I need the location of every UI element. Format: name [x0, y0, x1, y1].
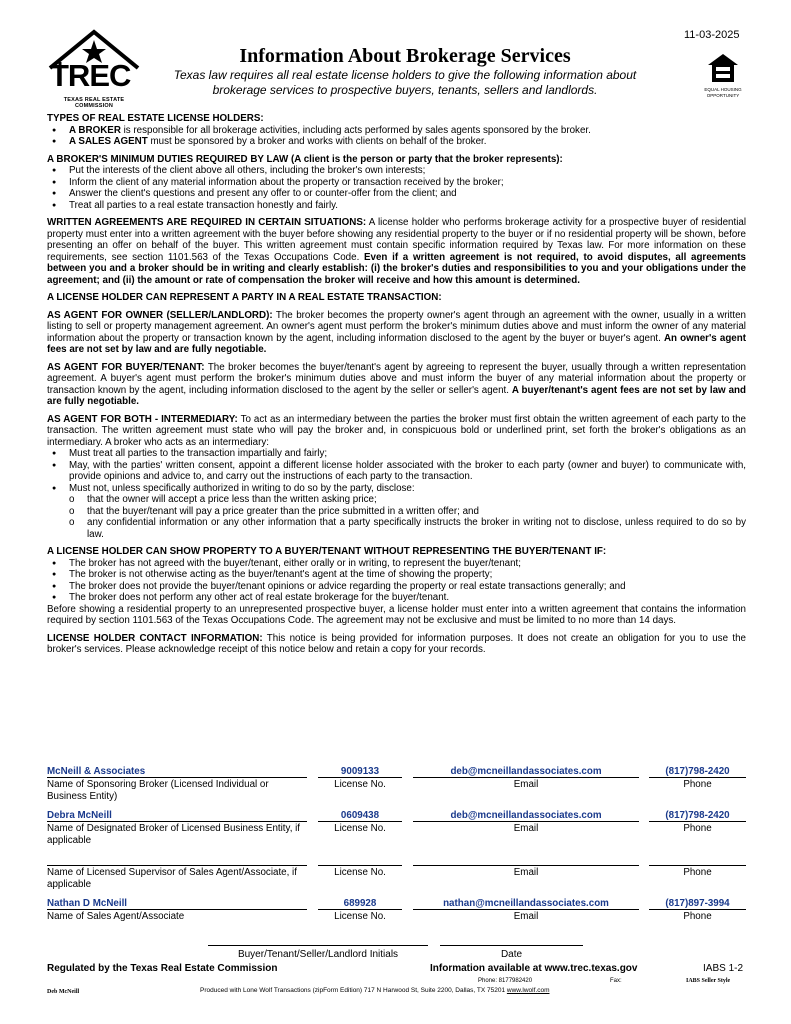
name-cell: [47, 766, 307, 802]
intermediary-subitem: o that the owner will accept a price less than the written asking price;: [47, 494, 746, 506]
subtitle-line-1: Texas law requires all real estate license holders to give the following information about: [173, 68, 637, 82]
email-cell: [413, 766, 639, 791]
phone-cell: [649, 898, 746, 923]
footer-style: IABS Seller Style: [686, 978, 731, 984]
duty-item: ● Treat all parties to a real estate transaction honestly and fairly.: [47, 200, 746, 212]
date-signature-block[interactable]: [440, 945, 583, 960]
duty-item: ● Put the interests of the client above all others, including the broker's own interests;: [47, 165, 746, 177]
phone-field[interactable]: (817)798-2420: [649, 766, 746, 778]
logo-text: TREC: [50, 58, 131, 93]
show-item: ● The broker has not agreed with the buyer/tenant, either orally or in writing, to represent the buyer/tenant;: [47, 558, 746, 570]
license-field[interactable]: 9009133: [318, 766, 402, 778]
buyer-text: The broker becomes the buyer/tenant's agent by agreeing to represent the buyer, usually through a written representation agreement. A buyer's agent must perform the broker's minimum duties above and must inform the buyer of any material information about the property or transaction known by the agent, including information disclosed to the agent by the seller or seller's agent.: [47, 361, 746, 396]
show-after-paragraph: Before showing a residential property to an unrepresented prospective buyer, a license holder must enter into a written agreement that contains the information required by section 1101.563 of the Texas Occupations Code. The agreement may not be exclusive and must be limited to no more than 14 days.: [47, 603, 746, 626]
written-heading: WRITTEN AGREEMENTS ARE REQUIRED IN CERTAIN SITUATIONS:: [47, 217, 367, 228]
name-cell: [47, 854, 307, 890]
show-item: ● The broker is not otherwise acting as the buyer/tenant's agent at the time of showing the property;: [47, 569, 746, 581]
page-subtitle: [150, 68, 660, 98]
email-cell: [413, 898, 639, 923]
subtitle-line-2: brokerage services to prospective buyers, tenants, sellers and landlords.: [212, 83, 598, 97]
intermediary-text: To act as an intermediary between the parties the broker must first obtain the written agreement of each party to the transaction. The written agreement must state who will pay the broker and, in conspicuous bold or underlined print, set forth the broker's obligations as an intermediary. A broker who acts as an intermediary:: [47, 413, 746, 448]
license-field[interactable]: 0609438: [318, 810, 402, 822]
form-body: [47, 113, 746, 656]
duty-item: ● Answer the client's questions and present any offer to or counter-offer from the client; and: [47, 188, 746, 200]
show-item: ● The broker does not perform any other act of real estate brokerage for the buyer/tenant.: [47, 592, 746, 604]
buyer-bold-text: A buyer/tenant's agent fees are not set by law and are fully negotiable.: [47, 384, 746, 407]
email-label: Email: [513, 823, 539, 834]
owner-bold-text: An owner's agent fees are not set by law and are fully negotiable.: [47, 332, 746, 355]
contact-paragraph: [47, 633, 746, 656]
name-label: Name of Sales Agent/Associate: [47, 911, 185, 922]
phone-label: Phone: [683, 823, 712, 834]
produced-text: Produced with Lone Wolf Transactions (zipForm Edition) 717 N Harwood St, Suite 2200, Dallas, TX 75201: [200, 987, 507, 994]
written-bold-text: Even if a written agreement is not required, to avoid disputes, all agreements between you and a broker should be in writing and clearly establish: (i) the broker's duties and responsibilities to you and your obligations under the agreement; and (ii) the amount or rate of compensation the broker will receive and how this amount is determined.: [47, 251, 746, 286]
form-date: 11-03-2025: [684, 29, 740, 41]
name-field[interactable]: Debra McNeill: [47, 810, 307, 822]
email-label: Email: [513, 867, 539, 878]
eho-label-2: OPPORTUNITY: [706, 93, 740, 98]
license-cell: [318, 766, 402, 791]
email-label: Email: [513, 911, 539, 922]
broker-text: is responsible for all brokerage activities, including acts performed by sales agents sponsored by the broker.: [120, 124, 591, 136]
lwolf-link[interactable]: www.lwolf.com: [506, 987, 550, 994]
types-heading: TYPES OF REAL ESTATE LICENSE HOLDERS:: [47, 113, 264, 124]
contact-row: [47, 810, 746, 854]
email-label: Email: [513, 779, 539, 790]
intermediary-subitem: o that the buyer/tenant will pay a price greater than the price submitted in a written offer; and: [47, 506, 746, 518]
owner-text: The broker becomes the property owner's agent through an agreement with the owner, usually in a written listing to sell or property management agreement. An owner's agent must perform the broker's minimum duties above and must inform the owner of any material information about the property or transaction known by the agent, including information disclosed to the agent by the buyer or buyer's agent.: [47, 309, 746, 344]
equal-housing-logo: [700, 52, 746, 98]
license-field[interactable]: 689928: [318, 898, 402, 910]
phone-label: Phone: [683, 911, 712, 922]
name-cell: [47, 898, 307, 923]
show-item: ● The broker does not provide the buyer/tenant opinions or advice regarding the property or real estate transactions generally; and: [47, 581, 746, 593]
email-cell: [413, 854, 639, 879]
show-heading: A LICENSE HOLDER CAN SHOW PROPERTY TO A BUYER/TENANT WITHOUT REPRESENTING THE BUYER/TENANT IF:: [47, 546, 607, 557]
written-agreements-paragraph: [47, 217, 746, 286]
footer-regulated: Regulated by the Texas Real Estate Commission: [47, 963, 278, 974]
initials-label: Buyer/Tenant/Seller/Landlord Initials: [237, 949, 399, 960]
intermediary-item: ● Must not, unless specifically authorized in writing to do so by the party, disclose:: [47, 483, 746, 495]
license-label: License No.: [334, 779, 386, 790]
email-field[interactable]: deb@mcneillandassociates.com: [413, 810, 639, 822]
agent-text: must be sponsored by a broker and works with clients on behalf of the broker.: [147, 136, 487, 147]
phone-cell: [649, 766, 746, 791]
broker-item: [47, 125, 746, 137]
footer-agent: Deb McNeill: [47, 989, 80, 995]
email-field[interactable]: nathan@mcneillandassociates.com: [413, 898, 639, 910]
sales-agent-item: [47, 136, 746, 148]
footer-fax: Fax:: [610, 978, 622, 984]
license-cell: [318, 854, 402, 879]
phone-field[interactable]: (817)897-3994: [649, 898, 746, 910]
buyer-agent-paragraph: [47, 362, 746, 408]
footer-phone: Phone: 8177982420: [478, 978, 533, 984]
email-field[interactable]: [413, 854, 639, 866]
duties-heading: A BROKER'S MINIMUM DUTIES REQUIRED BY LAW (A client is the person or party that the broker represents):: [47, 153, 563, 165]
contact-row: [47, 766, 746, 810]
intermediary-heading: AS AGENT FOR BOTH - INTERMEDIARY:: [47, 413, 238, 425]
broker-bold: A BROKER: [69, 124, 121, 136]
contact-row: [47, 854, 746, 898]
duty-item: ● Inform the client of any material information about the property or transaction received by the broker;: [47, 177, 746, 189]
name-label: Name of Designated Broker of Licensed Business Entity, if applicable: [47, 823, 301, 846]
name-cell: [47, 810, 307, 846]
intermediary-subitem: o any confidential information or any other information that a party specifically instructs the broker in writing not to disclose, unless required to do so by law.: [47, 517, 746, 540]
license-label: License No.: [334, 823, 386, 834]
contact-heading: LICENSE HOLDER CONTACT INFORMATION:: [47, 632, 263, 644]
name-field[interactable]: [47, 854, 307, 866]
phone-field[interactable]: [649, 854, 746, 866]
page-title: Information About Brokerage Services: [239, 45, 571, 67]
initials-signature-block[interactable]: [208, 945, 428, 960]
name-label: Name of Licensed Supervisor of Sales Agent/Associate, if applicable: [47, 867, 297, 890]
equal-housing-icon: [706, 52, 740, 86]
phone-label: Phone: [683, 867, 712, 878]
name-field[interactable]: Nathan D McNeill: [47, 898, 307, 910]
form-id: IABS 1-2: [703, 963, 744, 974]
contact-table: [47, 766, 746, 942]
date-label: Date: [500, 949, 523, 960]
owner-heading: AS AGENT FOR OWNER (SELLER/LANDLORD):: [47, 309, 273, 321]
represent-heading: A LICENSE HOLDER CAN REPRESENT A PARTY IN A REAL ESTATE TRANSACTION:: [47, 292, 442, 303]
intermediary-item: ● May, with the parties' written consent, appoint a different license holder associated with the broker to each party (owner and buyer) to communicate with, provide opinions and advice to, and carry out the instructions of each party to the transaction.: [47, 460, 746, 483]
phone-label: Phone: [683, 779, 712, 790]
buyer-heading: AS AGENT FOR BUYER/TENANT:: [47, 361, 205, 373]
intermediary-item: ● Must treat all parties to the transaction impartially and fairly;: [47, 448, 746, 460]
license-label: License No.: [334, 867, 386, 878]
phone-cell: [649, 854, 746, 879]
owner-agent-paragraph: [47, 310, 746, 356]
phone-field[interactable]: (817)798-2420: [649, 810, 746, 822]
eho-label-1: EQUAL HOUSING: [704, 87, 742, 92]
footer-info: Information available at www.trec.texas.gov: [430, 963, 638, 974]
footer-produced: [200, 987, 550, 994]
intermediary-paragraph: [47, 414, 746, 449]
name-field[interactable]: McNeill & Associates: [47, 766, 307, 778]
contact-text: This notice is being provided for information purposes. It does not create an obligation for you to use the broker's services. Please acknowledge receipt of this notice below and retain a copy for your records.: [47, 632, 746, 655]
email-field[interactable]: deb@mcneillandassociates.com: [413, 766, 639, 778]
license-cell: [318, 810, 402, 835]
email-cell: [413, 810, 639, 835]
license-cell: [318, 898, 402, 923]
name-label: Name of Sponsoring Broker (Licensed Individual or Business Entity): [47, 779, 269, 802]
logo-subtitle: TEXAS REAL ESTATE COMMISSION: [63, 97, 125, 109]
written-text: A license holder who performs brokerage activity for a prospective buyer of residential property must enter into a written agreement with the buyer before showing any residential property to the buyer or if no residential property will be shown, before presenting an offer on behalf of the buyer. This written agreement must contain specific information required by Texas law. For more information on these requirements, see section 1101.563 of the Texas Occupations Code.: [47, 217, 746, 263]
phone-cell: [649, 810, 746, 835]
license-label: License No.: [334, 911, 386, 922]
license-field[interactable]: [318, 854, 402, 866]
contact-row: [47, 898, 746, 942]
agent-bold: A SALES AGENT: [69, 136, 148, 147]
